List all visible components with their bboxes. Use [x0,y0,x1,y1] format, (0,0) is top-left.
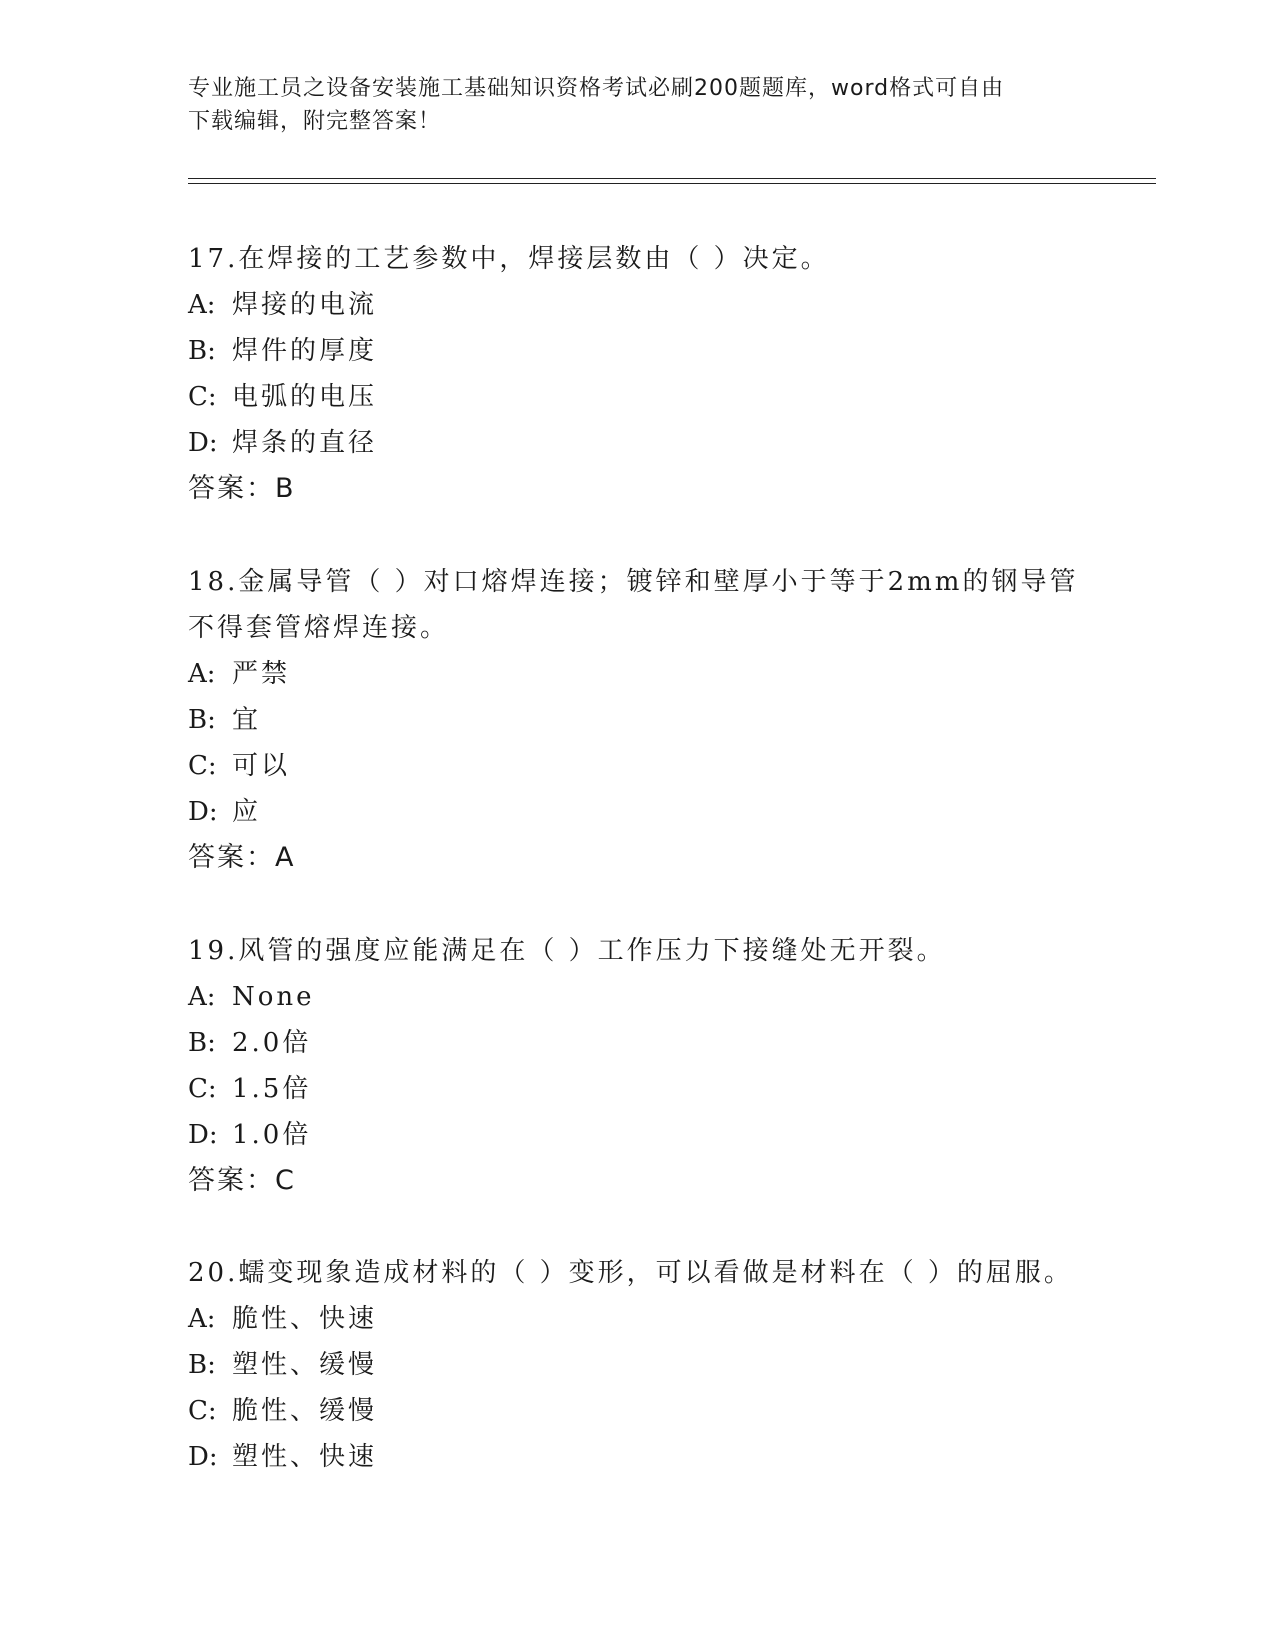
option-text: 焊接的电流 [232,290,378,320]
question-stem-line-2: 不得套管熔焊连接。 [188,613,450,643]
option-b [188,1342,1088,1388]
option-key: A: [188,982,216,1012]
option-a [188,1296,1088,1342]
option-text: 焊件的厚度 [232,336,378,366]
header-line-1: 专业施工员之设备安装施工基础知识资格考试必刷200题题库，word格式可自由 [188,76,1005,101]
option-key: B: [188,705,216,735]
option-text: 脆性、缓慢 [232,1396,378,1426]
option-b [188,328,1088,374]
option-key: D: [188,797,218,827]
option-text: 塑性、缓慢 [232,1350,378,1380]
option-c [188,1066,1088,1112]
option-text: 脆性、快速 [232,1304,378,1334]
option-key: D: [188,1442,218,1472]
option-text: 塑性、快速 [232,1442,378,1472]
question-stem: 19.风管的强度应能满足在（ ）工作压力下接缝处无开裂。 [188,936,946,966]
question-17 [188,236,1088,512]
option-key: C: [188,382,217,412]
option-key: B: [188,1350,216,1380]
header-divider-top [188,178,1156,179]
header-divider-bottom [188,183,1156,184]
option-a [188,282,1088,328]
option-key: B: [188,1028,216,1058]
option-key: A: [188,1304,216,1334]
option-c [188,374,1088,420]
option-d [188,420,1088,466]
option-text: 焊条的直径 [232,428,378,458]
option-c [188,743,1088,789]
option-b [188,697,1088,743]
option-a [188,651,1088,697]
question-20 [188,1250,1088,1480]
option-text: 可以 [232,751,291,781]
answer-line: 答案：A [188,842,296,873]
option-key: A: [188,659,216,689]
option-a [188,974,1088,1020]
question-19 [188,928,1088,1204]
question-stem: 17.在焊接的工艺参数中，焊接层数由（ ）决定。 [188,244,830,274]
answer-line: 答案：B [188,473,296,504]
option-key: C: [188,751,217,781]
question-18 [188,559,1088,881]
question-stem: 20.蠕变现象造成材料的（ ）变形，可以看做是材料在（ ）的屈服。 [188,1258,1073,1288]
header-line-2: 下载编辑，附完整答案！ [188,109,442,134]
answer-line: 答案：C [188,1165,296,1196]
option-key: A: [188,290,216,320]
option-key: B: [188,336,216,366]
option-text: 电弧的电压 [232,382,378,412]
option-d [188,1434,1088,1480]
option-text: 1.5倍 [232,1074,312,1104]
option-text: 1.0倍 [232,1120,312,1150]
option-text: None [232,982,315,1012]
option-text: 应 [232,797,262,827]
option-key: C: [188,1396,217,1426]
option-c [188,1388,1088,1434]
option-key: D: [188,428,218,458]
document-header [188,72,1088,138]
option-key: D: [188,1120,218,1150]
option-text: 2.0倍 [232,1028,312,1058]
option-d [188,1112,1088,1158]
option-b [188,1020,1088,1066]
option-d [188,789,1088,835]
option-text: 严禁 [232,659,291,689]
option-key: C: [188,1074,217,1104]
question-stem-line-1: 18.金属导管（ ）对口熔焊连接；镀锌和壁厚小于等于2mm的钢导管 [188,567,1079,597]
option-text: 宜 [232,705,262,735]
